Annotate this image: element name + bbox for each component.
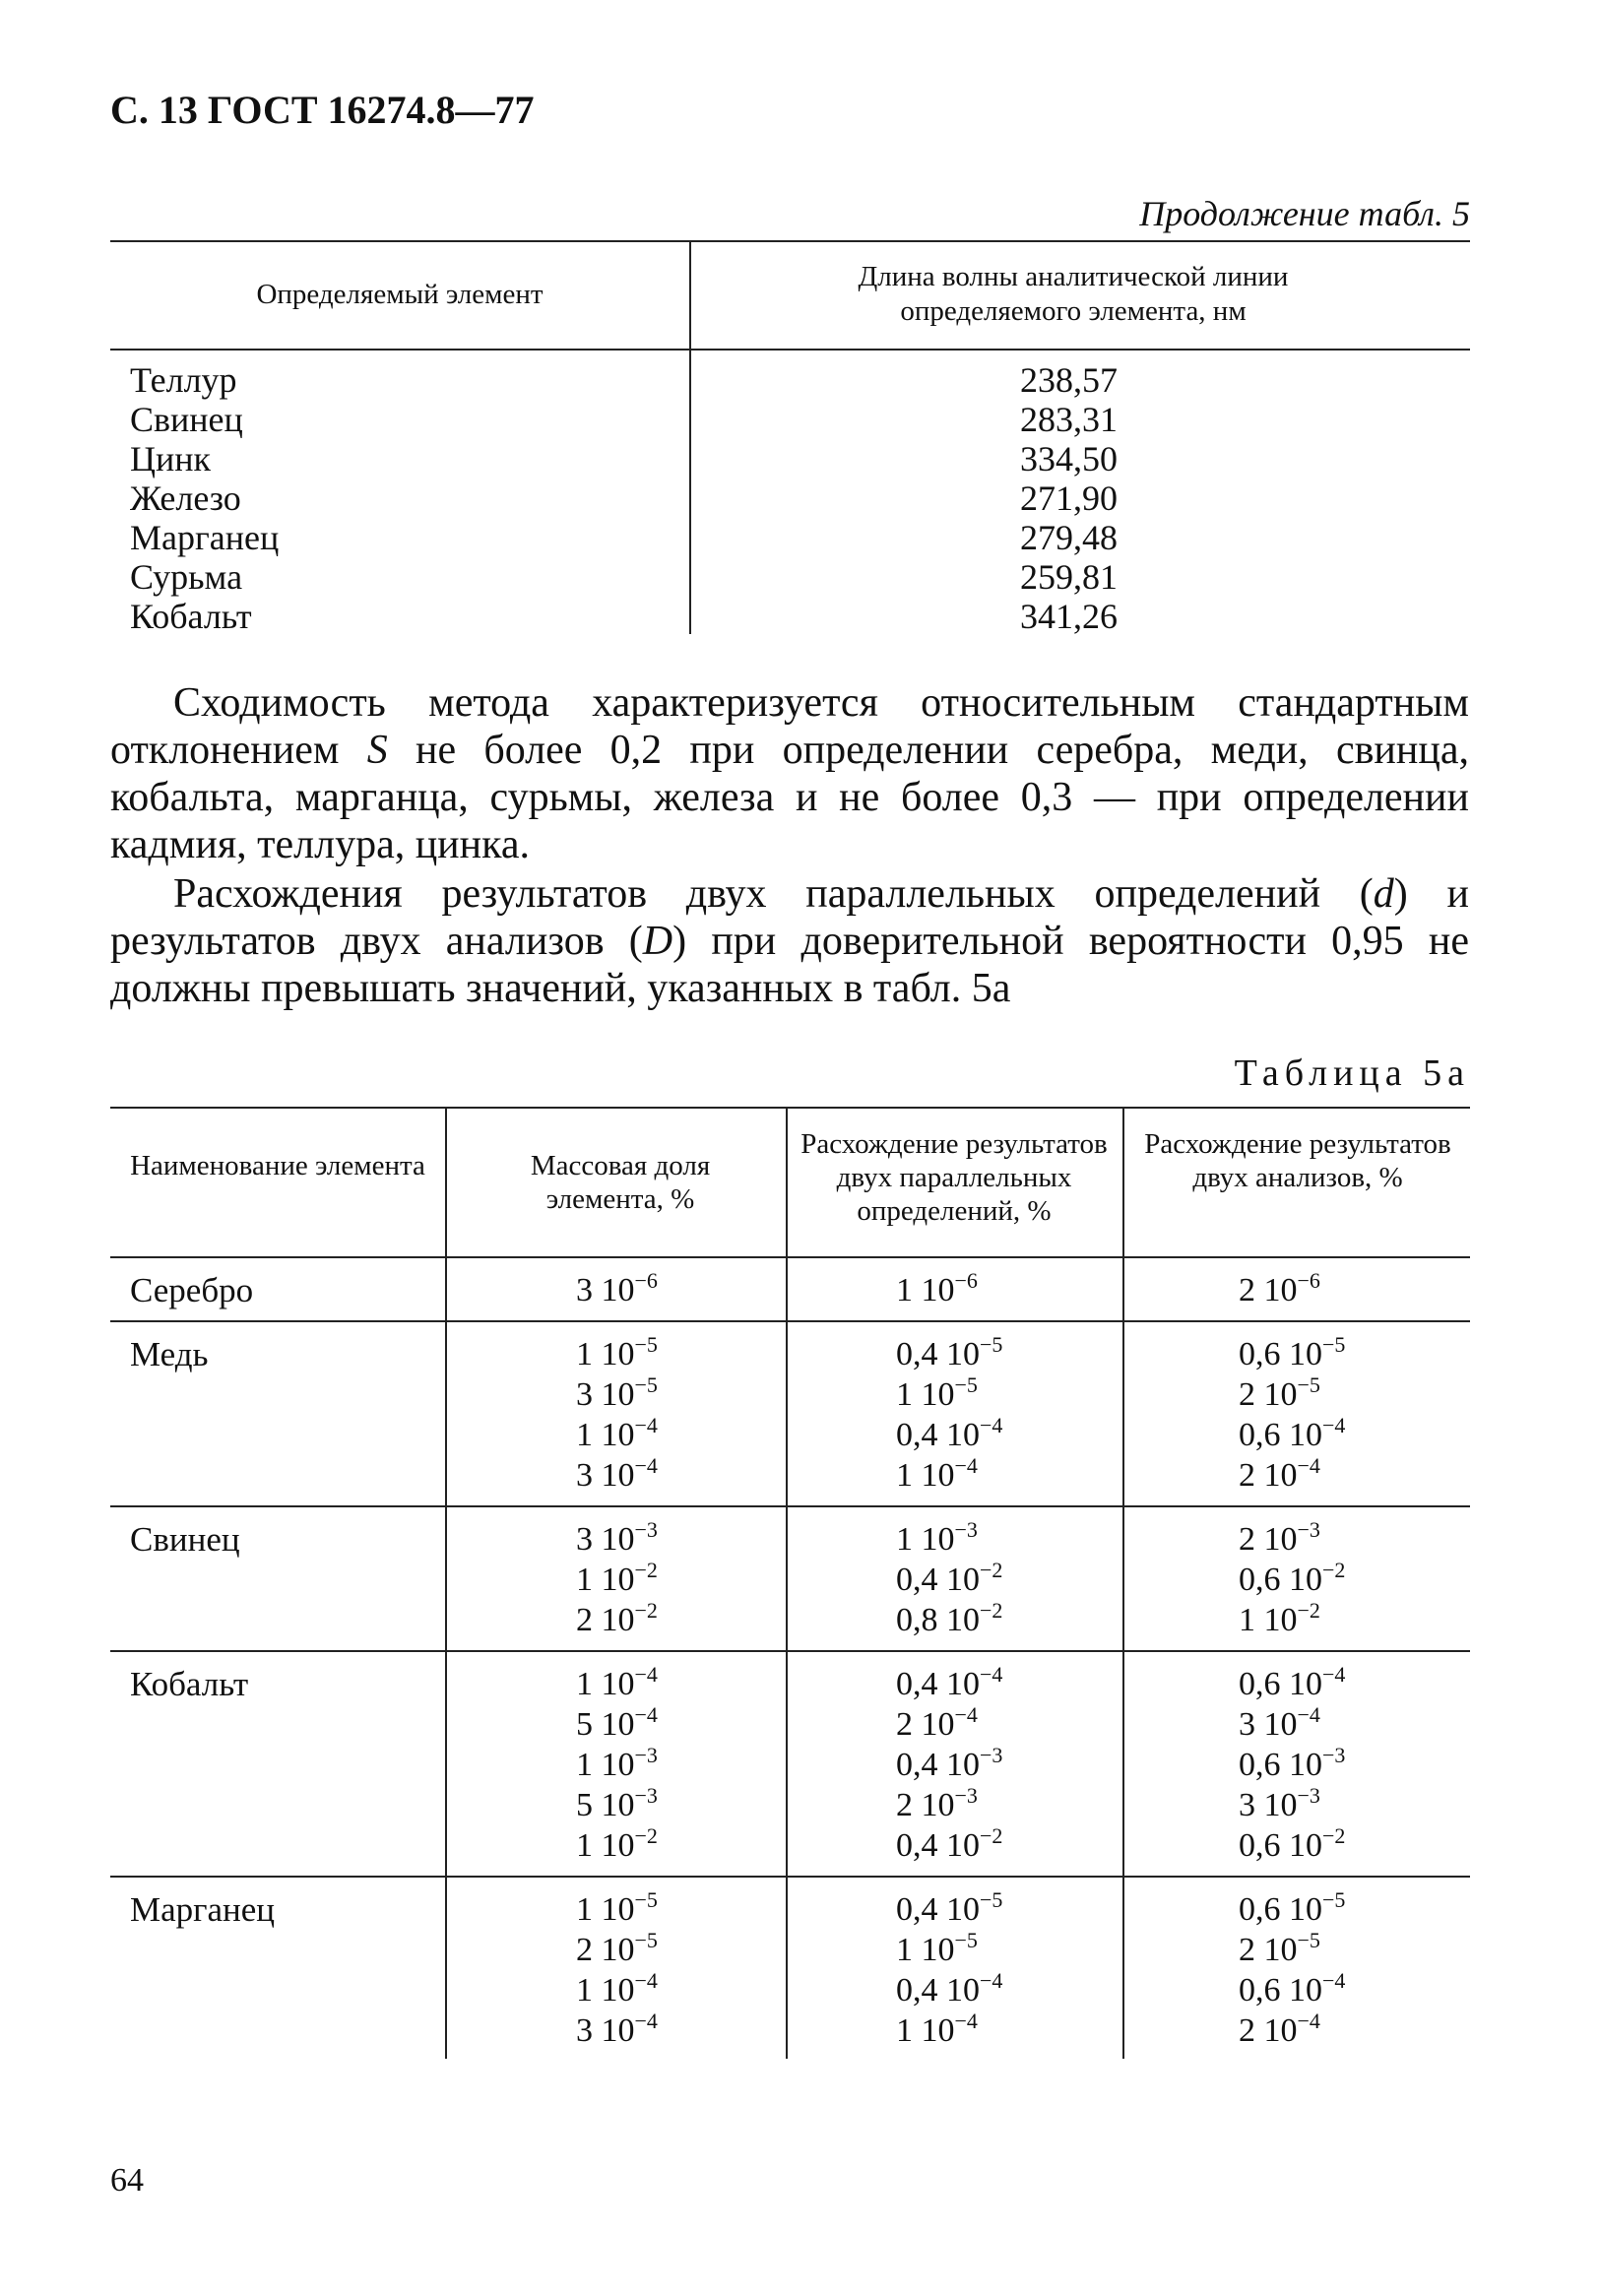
table5a-header-rule [110, 1256, 1470, 1258]
table5a-value-cell: 1 $10^{-3}$ [576, 1743, 658, 1783]
table5-top-rule [110, 240, 1470, 242]
table5a-value-cell: 1 $10^{-2}$ [576, 1558, 658, 1598]
table5a-value-cell: 1 $10^{-2}$ [576, 1823, 658, 1864]
table5a-value-cell: 0,4 $10^{-4}$ [896, 1968, 1003, 2009]
table5a-value-cell: 0,6 $10^{-4}$ [1239, 1662, 1346, 1702]
table5a-d-column [896, 1334, 1002, 1496]
table5a-d-column [896, 1519, 1002, 1640]
table5a-value-cell: 3 $10^{-4}$ [1239, 1702, 1320, 1743]
table5-element-cell: Цинк [130, 439, 212, 478]
table5a-D-column [1239, 1664, 1345, 1866]
table5-wavelength-list [1020, 360, 1118, 636]
table5a-value-cell: 1 $10^{-4}$ [576, 1413, 658, 1453]
table5a-value-cell: 0,4 $10^{-2}$ [896, 1823, 1003, 1864]
table5a-value-cell: 3 $10^{-4}$ [576, 2009, 658, 2049]
table5-element-list [130, 360, 279, 636]
table5-wavelength-cell: 283,31 [1020, 400, 1118, 439]
table5a-group-rule [110, 1505, 1470, 1507]
table5a-value-cell: 0,8 $10^{-2}$ [896, 1598, 1003, 1638]
table5a-value-cell: 0,6 $10^{-2}$ [1239, 1558, 1346, 1598]
table5-element-cell: Марганец [130, 518, 280, 557]
table5a-value-cell: 1 $10^{-3}$ [896, 1517, 978, 1558]
table5a-value-cell: 0,4 $10^{-5}$ [896, 1332, 1003, 1372]
symbol-D: D [642, 919, 673, 964]
table5a-value-cell: 5 $10^{-3}$ [576, 1783, 658, 1823]
table5a-element-name: Серебро [130, 1271, 254, 1309]
table5a-value-cell: 1 $10^{-2}$ [1239, 1598, 1320, 1638]
page-number: 64 [110, 2162, 144, 2199]
table5-element-cell: Свинец [130, 400, 243, 439]
table5a-value-cell: 0,4 $10^{-2}$ [896, 1558, 1003, 1598]
table5a-D-column [1239, 1334, 1345, 1496]
paragraph-convergence: Сходимость метода характеризуется относительным стандартным отклонением S не более 0,2 при определении серебра, меди, свинца, кобальта, марганца, сурьмы, железа и не более 0,3 — при определении кадмия, теллура, цинка. [110, 680, 1469, 867]
table5a-d-column [896, 1270, 978, 1310]
table5a-value-cell: 1 $10^{-5}$ [896, 1372, 978, 1413]
table5a-value-cell: 3 $10^{-6}$ [576, 1268, 658, 1308]
table5a-divider-2 [786, 1109, 788, 2059]
table5a-value-cell: 2 $10^{-2}$ [576, 1598, 658, 1638]
table5a-value-cell: 0,6 $10^{-5}$ [1239, 1332, 1346, 1372]
table5a-group-rule [110, 1876, 1470, 1878]
table5a-value-cell: 0,4 $10^{-4}$ [896, 1662, 1003, 1702]
table5a-d-column [896, 1664, 1002, 1866]
table5a-value-cell: 1 $10^{-5}$ [576, 1887, 658, 1928]
table5-element-cell: Сурьма [130, 557, 243, 597]
table5a-value-cell: 3 $10^{-3}$ [1239, 1783, 1320, 1823]
table5a-d-column [896, 1889, 1002, 2051]
table5a-value-cell: 0,6 $10^{-4}$ [1239, 1968, 1346, 2009]
table5a-value-cell: 1 $10^{-4}$ [576, 1968, 658, 2009]
table5a-element-name: Свинец [130, 1520, 240, 1559]
table5-header-element: Определяемый элемент [256, 279, 544, 310]
table5a-mass-column [576, 1519, 658, 1640]
table5-wavelength-cell: 341,26 [1020, 597, 1118, 636]
table5a-D-column [1239, 1270, 1320, 1310]
table5a-D-column [1239, 1519, 1345, 1640]
table5-column-divider [689, 242, 691, 634]
table5a-value-cell: 2 $10^{-5}$ [1239, 1928, 1320, 1968]
table5a-group-rule [110, 1650, 1470, 1652]
table5-element-cell: Кобальт [130, 597, 252, 636]
table5a-value-cell: 0,6 $10^{-2}$ [1239, 1823, 1346, 1864]
table5-header-wavelength: Длина волны аналитической линии определяемого элемента, нм [858, 261, 1289, 327]
table5a-D-column [1239, 1889, 1345, 2051]
table5a-value-cell: 2 $10^{-3}$ [1239, 1517, 1320, 1558]
table5a-value-cell: 1 $10^{-6}$ [896, 1268, 978, 1308]
table5a-value-cell: 5 $10^{-4}$ [576, 1702, 658, 1743]
symbol-d: d [1373, 871, 1394, 917]
table5a-value-cell: 0,6 $10^{-5}$ [1239, 1887, 1346, 1928]
table5a-value-cell: 1 $10^{-4}$ [576, 1662, 658, 1702]
paragraph-divergence: Расхождения результатов двух параллельных определений (d) и результатов двух анализов (D) при доверительной вероятности 0,95 не должны превышать значений, указанных в табл. 5а [110, 871, 1469, 1011]
table5a-value-cell: 0,6 $10^{-4}$ [1239, 1413, 1346, 1453]
table5a-mass-column [576, 1664, 658, 1866]
table5a-value-cell: 0,4 $10^{-5}$ [896, 1887, 1003, 1928]
table5a-header-element: Наименование элемента [130, 1150, 425, 1181]
table5a-divider-3 [1122, 1109, 1124, 2059]
table5a-header-mass: Массовая доля элемента, % [530, 1150, 711, 1215]
table5-element-cell: Теллур [130, 360, 237, 400]
symbol-s: S [366, 728, 388, 773]
table5a-divider-1 [445, 1109, 447, 2059]
table5a-mass-column [576, 1270, 658, 1310]
table5a-header-D: Расхождение результатов двух анализов, % [1144, 1128, 1451, 1193]
table5a-header-d: Расхождение результатов двух параллельных определений, % [800, 1128, 1108, 1227]
table5a-value-cell: 3 $10^{-4}$ [576, 1453, 658, 1494]
table5a-value-cell: 2 $10^{-4}$ [1239, 1453, 1320, 1494]
table5-wavelength-cell: 238,57 [1020, 360, 1118, 400]
table5-header-rule [110, 349, 1470, 351]
table5a-value-cell: 3 $10^{-3}$ [576, 1517, 658, 1558]
table5a-value-cell: 1 $10^{-4}$ [896, 1453, 978, 1494]
table5a-value-cell: 2 $10^{-5}$ [1239, 1372, 1320, 1413]
table5a-value-cell: 2 $10^{-4}$ [1239, 2009, 1320, 2049]
table5a-mass-column [576, 1334, 658, 1496]
table5a-mass-column [576, 1889, 658, 2051]
table5a-group-rule [110, 1320, 1470, 1322]
table5a-value-cell: 0,6 $10^{-3}$ [1239, 1743, 1346, 1783]
page-header: С. 13 ГОСТ 16274.8—77 [110, 88, 535, 132]
table5-continuation-label: Продолжение табл. 5 [1139, 194, 1470, 233]
table5a-value-cell: 1 $10^{-5}$ [576, 1332, 658, 1372]
table5a-value-cell: 2 $10^{-3}$ [896, 1783, 978, 1823]
table5a-element-name: Марганец [130, 1890, 276, 1929]
table5a-value-cell: 0,4 $10^{-3}$ [896, 1743, 1003, 1783]
table5-wavelength-cell: 259,81 [1020, 557, 1118, 597]
table5a-value-cell: 2 $10^{-4}$ [896, 1702, 978, 1743]
table5-element-cell: Железо [130, 478, 241, 518]
table5a-value-cell: 2 $10^{-6}$ [1239, 1268, 1320, 1308]
table5a-value-cell: 1 $10^{-4}$ [896, 2009, 978, 2049]
table5a-element-name: Кобальт [130, 1665, 249, 1703]
table5a-value-cell: 2 $10^{-5}$ [576, 1928, 658, 1968]
table5-wavelength-cell: 334,50 [1020, 439, 1118, 478]
table5a-value-cell: 3 $10^{-5}$ [576, 1372, 658, 1413]
table5a-value-cell: 0,4 $10^{-4}$ [896, 1413, 1003, 1453]
table5a-value-cell: 1 $10^{-5}$ [896, 1928, 978, 1968]
table5a-element-name: Медь [130, 1335, 209, 1373]
table5-wavelength-cell: 271,90 [1020, 478, 1118, 518]
table5a-caption: Таблица 5а [1234, 1052, 1470, 1094]
table5a-top-rule [110, 1107, 1470, 1109]
table5-wavelength-cell: 279,48 [1020, 518, 1118, 557]
